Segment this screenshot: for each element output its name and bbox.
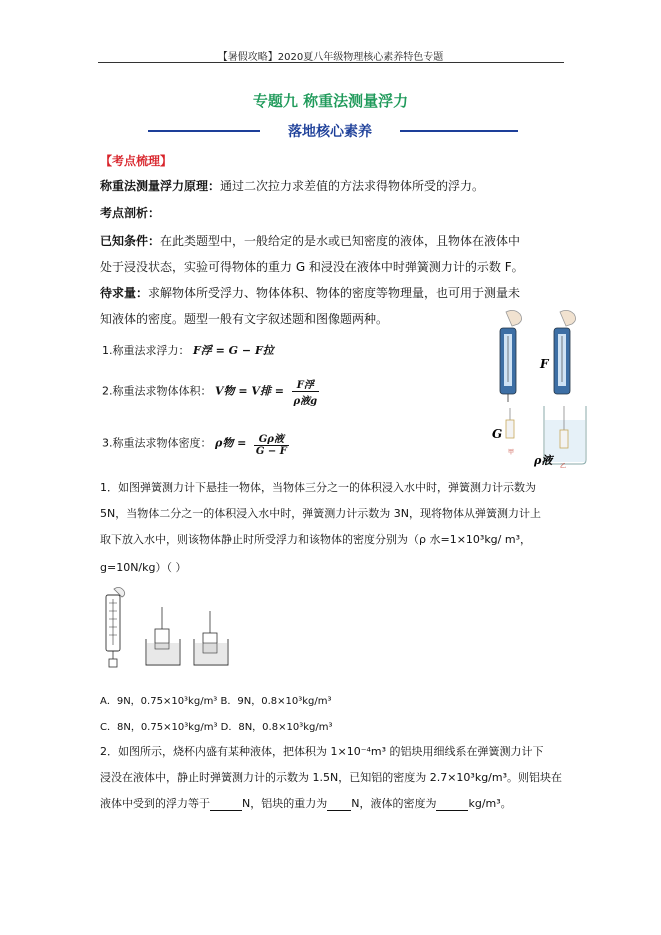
solve-line-1	[100, 285, 520, 301]
method-volume-numerator: F浮	[292, 376, 320, 392]
known-line-2: 处于浸没状态，实验可得物体的重力 G 和浸没在液体中时弹簧测力计的示数 F。	[100, 260, 524, 274]
principle-label: 称重法测量浮力原理：	[100, 179, 221, 193]
method-volume-label: 2.称重法求物体体积：	[102, 384, 212, 398]
solve-label: 待求量：	[100, 286, 149, 300]
weighing-method-figure	[488, 308, 596, 472]
page-header: 【暑假攻略】2020夏八年级物理核心素养特色专题	[217, 52, 444, 63]
analysis-label: 考点剖析：	[100, 206, 161, 220]
q2-blank-density[interactable]	[436, 799, 468, 811]
q1-line-1: 1．如图弹簧测力计下悬挂一物体，当物体三分之一的体积浸入水中时，弹簧测力计示数为	[100, 481, 536, 494]
known-text-1: 在此类题型中，一般给定的是水或已知密度的液体，且物体在液体中	[160, 234, 521, 248]
method-buoyancy-formula: F浮 = G − F拉	[193, 344, 274, 357]
spring-scale-right-icon	[554, 310, 576, 394]
method-density	[102, 430, 289, 457]
figure-label-a: 甲	[508, 449, 515, 456]
figure-label-b: 乙	[560, 463, 567, 470]
solve-line-2: 知液体的密度。题型一般有文字叙述题和图像题两种。	[100, 312, 389, 326]
spring-scale-left-icon	[500, 310, 522, 402]
q1-line-2: 5N，当物体二分之一的体积浸入水中时，弹簧测力计示数为 3N，现将物体从弹簧测力计上	[100, 507, 541, 520]
subtitle-left-rule	[148, 130, 260, 132]
subtitle-right-rule	[400, 130, 518, 132]
method-buoyancy-label: 1.称重法求浮力：	[102, 344, 190, 357]
q2-blank-buoyancy[interactable]	[210, 799, 242, 811]
q2-text-b: N，铝块的重力为	[242, 797, 328, 810]
section-tag: 【考点梳理】	[100, 154, 173, 168]
principle-paragraph	[100, 178, 484, 194]
q2-line-2: 浸没在液体中，静止时弹簧测力计的示数为 1.5N，已知铝的密度为 2.7×10³kg/m³。则铝块在	[100, 771, 563, 784]
solve-text-1: 求解物体所受浮力、物体体积、物体的密度等物理量，也可用于测量未	[148, 286, 521, 300]
method-density-numerator: Gρ液	[254, 430, 289, 446]
page-title: 专题九 称重法测量浮力	[252, 92, 409, 110]
q1-options-row-1: A．9N，0.75×10³kg/m³ B．9N，0.8×10³kg/m³	[100, 696, 332, 707]
method-density-fraction	[254, 430, 289, 457]
method-density-label: 3.称重法求物体密度：	[102, 436, 212, 450]
figure-label-rho: ρ液	[534, 454, 553, 467]
q1-beaker-one-half-icon	[194, 611, 228, 665]
method-volume-fraction	[292, 376, 320, 407]
q1-line-3: 取下放入水中，则该物体静止时所受浮力和该物体的密度分别为（ρ 水=1×10³kg/ m³，	[100, 533, 531, 546]
known-label: 已知条件：	[100, 234, 161, 248]
method-density-lhs: ρ物 =	[215, 436, 247, 450]
q1-spring-scale-icon	[106, 587, 125, 667]
method-volume	[102, 376, 319, 407]
known-line-1	[100, 233, 520, 249]
section-subtitle: 落地核心素养	[288, 124, 372, 140]
q2-line-3	[100, 796, 512, 811]
q2-text-d: kg/m³。	[468, 797, 512, 810]
q1-beaker-one-third-icon	[146, 607, 180, 665]
q1-options-row-2: C．8N，0.75×10³kg/m³ D．8N，0.8×10³kg/m³	[100, 722, 333, 733]
method-volume-denominator: ρ液g	[293, 396, 318, 407]
figure-label-G: G	[492, 427, 503, 441]
principle-text: 通过二次拉力求差值的方法求得物体所受的浮力。	[220, 179, 485, 193]
q1-figure	[100, 585, 240, 675]
q2-text-a: 液体中受到的浮力等于	[100, 797, 210, 810]
method-density-denominator: G − F	[255, 446, 287, 457]
q2-blank-weight[interactable]	[327, 799, 351, 811]
q2-text-c: N，液体的密度为	[351, 797, 437, 810]
hanging-object-icon	[506, 408, 514, 438]
header-divider	[98, 62, 564, 63]
method-volume-lhs: V物 = V排 =	[215, 384, 284, 398]
figure-label-F: F	[540, 357, 549, 371]
q1-line-4: g=10N/kg）（ ）	[100, 561, 187, 574]
method-buoyancy	[102, 342, 274, 358]
q2-line-1: 2．如图所示，烧杯内盛有某种液体，把体积为 1×10⁻⁴m³ 的铝块用细线系在弹簧测力计下	[100, 745, 544, 758]
